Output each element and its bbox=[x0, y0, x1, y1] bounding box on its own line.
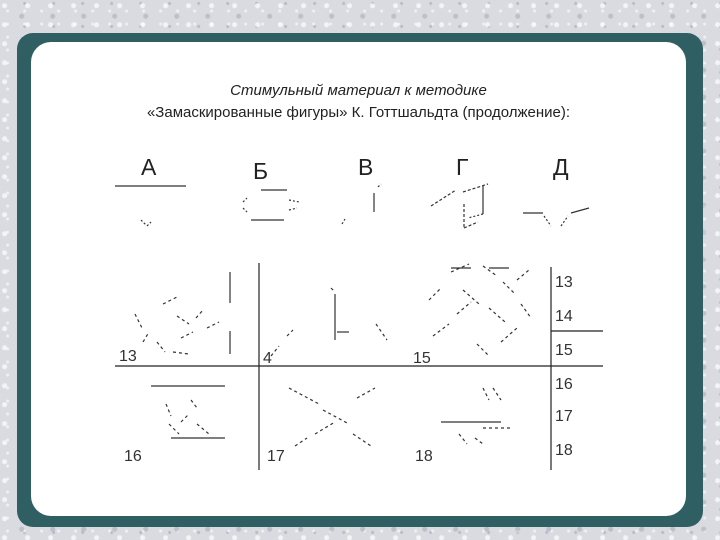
answer-number-13: 13 bbox=[555, 274, 573, 291]
cell-number-16: 16 bbox=[124, 448, 142, 465]
answer-number-17: 17 bbox=[555, 408, 573, 425]
slide-panel bbox=[31, 42, 686, 516]
cell-figure-16 bbox=[166, 400, 209, 434]
answer-number-18: 18 bbox=[555, 442, 573, 459]
reference-figure-g bbox=[431, 184, 488, 228]
reference-figure-a bbox=[115, 186, 186, 226]
reference-figure-b bbox=[243, 190, 299, 220]
column-label-v: В bbox=[358, 154, 374, 180]
cell-figure-17 bbox=[289, 388, 375, 446]
answer-grid bbox=[115, 263, 603, 470]
column-label-b: Б bbox=[253, 158, 269, 184]
title-line-2: «Замаскированные фигуры» К. Готтшальдта (продолжение): bbox=[146, 104, 571, 121]
reference-figure-v bbox=[342, 184, 381, 224]
slide-frame bbox=[17, 33, 703, 527]
cell-number-18: 18 bbox=[415, 448, 433, 465]
answer-number-15: 15 bbox=[555, 342, 573, 359]
cell-number-15: 15 bbox=[413, 350, 431, 367]
answer-number-16: 16 bbox=[555, 376, 573, 393]
cell-number-13: 13 bbox=[119, 348, 137, 365]
column-label-d: Д bbox=[553, 154, 569, 180]
cell-figure-13 bbox=[135, 296, 219, 354]
cell-figure-4 bbox=[271, 288, 387, 356]
column-label-g: Г bbox=[456, 154, 469, 180]
cell-figure-18 bbox=[459, 388, 513, 444]
cell-number-17: 17 bbox=[267, 448, 285, 465]
cell-figure-15 bbox=[429, 264, 531, 356]
title-line-1: Стимульный материал к методике bbox=[230, 82, 487, 99]
answer-number-14: 14 bbox=[555, 308, 573, 325]
column-label-a: А bbox=[141, 154, 157, 180]
reference-figure-d bbox=[523, 208, 589, 226]
figures-drawing bbox=[31, 42, 686, 516]
cell-number-4: 4 bbox=[263, 350, 272, 367]
